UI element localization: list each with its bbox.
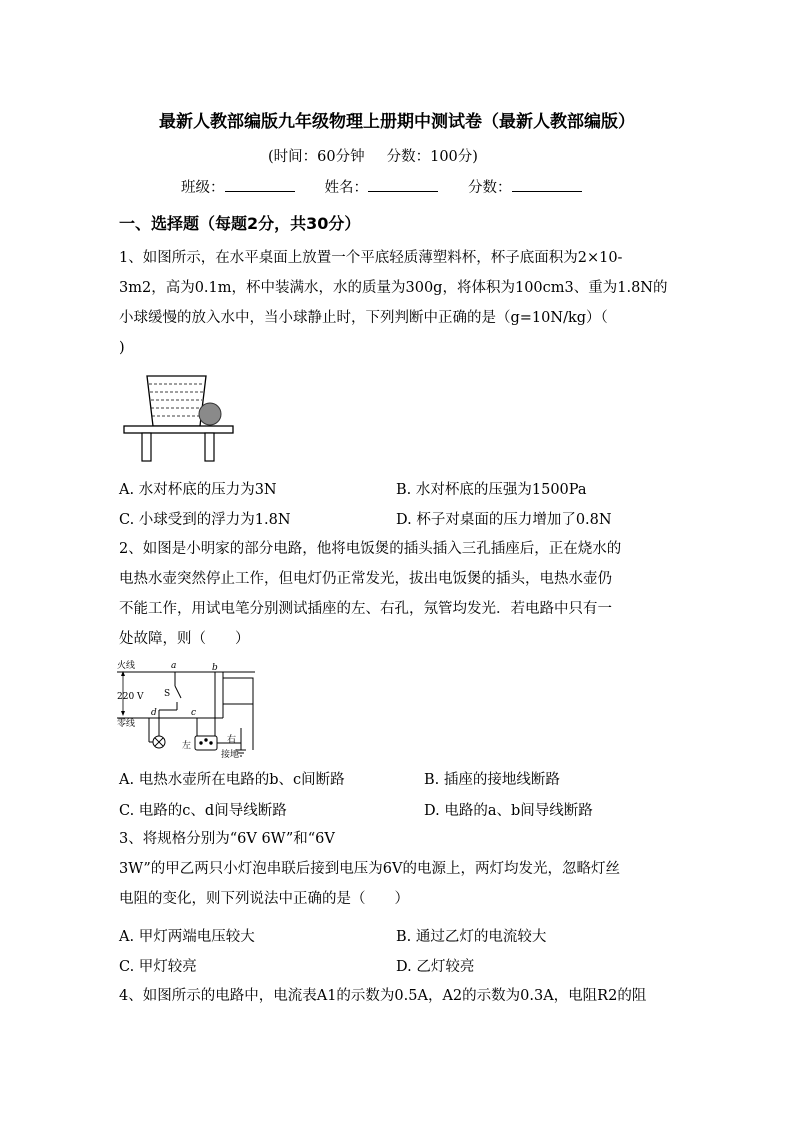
q1-stem-line: 小球缓慢的放入水中，当小球静止时，下列判断中正确的是（g=10N/kg）（ (119, 310, 608, 326)
class-label: 班级： (181, 180, 225, 196)
q3-stem-line: 3W”的甲乙两只小灯泡串联后接到电压为6V的电源上，两灯均发光，忽略灯丝 (119, 861, 621, 877)
q2-option-b[interactable]: B. 插座的接地线断路 (424, 772, 560, 788)
q4-stem (119, 981, 679, 1011)
point-a-label: a (171, 661, 177, 671)
q2-figure-circuit (115, 658, 275, 762)
q1-figure-cup-table (122, 370, 237, 465)
point-d-label: d (151, 708, 157, 718)
q1-option-a[interactable]: A. 水对杯底的压力为3N (119, 482, 277, 498)
socket-left-label: 左 (182, 741, 192, 751)
name-blank[interactable] (368, 177, 438, 192)
score-label: 分数： (468, 180, 512, 196)
q2-stem-line: 处故障，则（ ） (119, 631, 250, 647)
q1-option-d[interactable]: D. 杯子对桌面的压力增加了0.8N (396, 512, 612, 528)
q2-stem-line: 2、如图是小明家的部分电路，他将电饭煲的插头插入三孔插座后，正在烧水的 (119, 541, 622, 557)
q3-stem-line: 电阻的变化，则下列说法中正确的是（ ） (119, 891, 409, 907)
student-fields (181, 176, 612, 197)
q1-option-c[interactable]: C. 小球受到的浮力为1.8N (119, 512, 291, 528)
exam-score: 分数：100分) (386, 149, 478, 165)
exam-title: 最新人教部编版九年级物理上册期中测试卷（最新人教部编版） (159, 112, 635, 132)
socket-right-label: 右 (227, 735, 237, 745)
q1-stem-line: 1、如图所示，在水平桌面上放置一个平底轻质薄塑料杯，杯子底面积为2×10- (119, 250, 623, 266)
exam-time: (时间：60分钟 (268, 149, 365, 165)
q2-stem-line: 不能工作，用试电笔分别测试插座的左、右孔，氖管均发光．若电路中只有一 (119, 601, 612, 617)
class-blank[interactable] (225, 177, 295, 192)
point-c-label: c (191, 708, 197, 718)
q3-stem-line: 3、将规格分别为“6V 6W”和“6V (119, 831, 335, 847)
point-b-label: b (212, 663, 218, 673)
q1-option-b[interactable]: B. 水对杯底的压强为1500Pa (396, 482, 587, 498)
ground-label: 接地 (221, 750, 240, 760)
q1-stem-line: ) (119, 340, 125, 356)
q2-option-c[interactable]: C. 电路的c、d间导线断路 (119, 803, 287, 819)
q3-option-a[interactable]: A. 甲灯两端电压较大 (119, 929, 255, 945)
section-title: 一、选择题（每题2分，共30分） (119, 214, 361, 233)
q3-option-c[interactable]: C. 甲灯较亮 (119, 959, 197, 975)
q2-option-a[interactable]: A. 电热水壶所在电路的b、c间断路 (119, 772, 345, 788)
q3-option-b[interactable]: B. 通过乙灯的电流较大 (396, 929, 547, 945)
name-label: 姓名： (324, 180, 368, 196)
live-wire-label: 火线 (117, 661, 136, 671)
voltage-label: 220 V (117, 692, 144, 702)
q2-stem-line: 电热水壶突然停止工作，但电灯仍正常发光，拔出电饭煲的插头，电热水壶仍 (119, 571, 612, 587)
q2-stem (119, 534, 679, 654)
q4-stem-line: 4、如图所示的电路中，电流表A1的示数为0.5A，A2的示数为0.3A，电阻R2的阻 (119, 988, 647, 1004)
q1-stem-line: 3m2，高为0.1m，杯中装满水，水的质量为300g，将体积为100cm3、重为1.8N的 (119, 280, 668, 296)
q2-option-d[interactable]: D. 电路的a、b间导线断路 (424, 803, 593, 819)
q3-stem (119, 824, 679, 914)
exam-info (268, 145, 478, 166)
q3-option-d[interactable]: D. 乙灯较亮 (396, 959, 475, 975)
switch-label: S (164, 689, 171, 699)
score-blank[interactable] (512, 177, 582, 192)
neutral-wire-label: 零线 (117, 719, 136, 729)
q1-stem (119, 243, 679, 363)
